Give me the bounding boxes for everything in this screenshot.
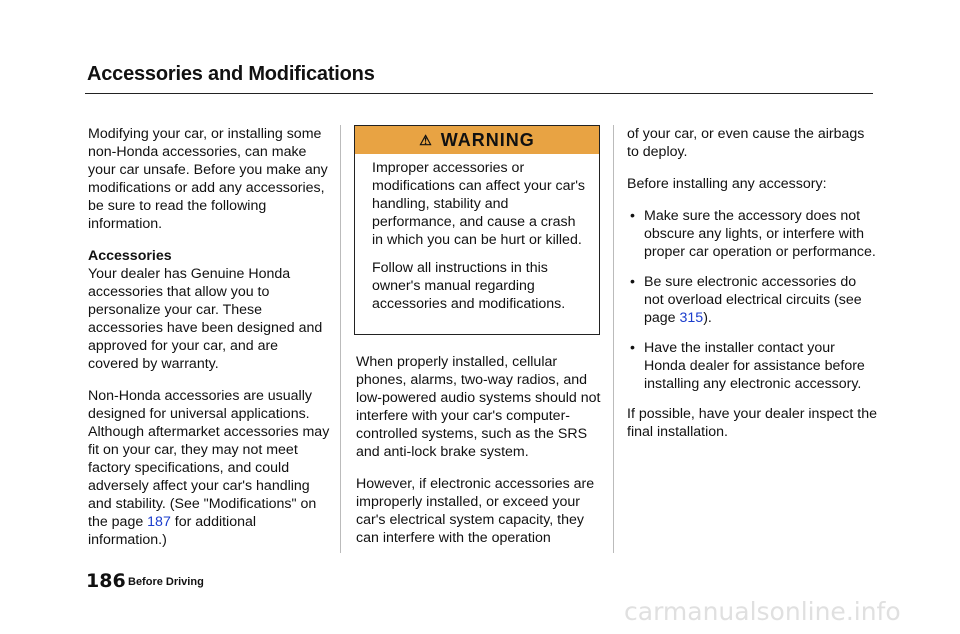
non-honda-text-a: Non-Honda accessories are usually designed for universal applications. Although aftermarket accessories may fit on your car, they may not meet factory specifications, and could adversely affect your car's handling and stability. (See "Modifications" on the page [88,388,330,530]
title-rule [85,93,873,94]
list-item [627,273,877,327]
middle-column [356,353,604,561]
accessories-heading: Accessories [88,248,172,264]
page-title: Accessories and Modifications [87,63,375,85]
genuine-accessories-paragraph: Your dealer has Genuine Honda accessories that allow you to personalize your car. These accessories have been designed and approved for your car, and are covered by warranty. [88,266,323,372]
list-item-text-b: ). [703,310,712,326]
final-inspection-paragraph: If possible, have your dealer inspect the final installation. [627,406,878,440]
non-honda-paragraph [88,387,331,549]
warning-triangle-icon: ⚠ [419,131,433,148]
non-honda-text-b: for additional information.) [88,514,257,548]
list-item: • Make sure the accessory does not obscure any lights, or interfere with proper car operation or performance. [627,207,877,261]
warning-label: WARNING [440,129,535,150]
list-item: • Have the installer contact your Honda dealer for assistance before installing any electronic accessory. [627,339,877,393]
column-divider-right [613,125,614,553]
warning-paragraph-1: Improper accessories or modifications can affect your car's handling, stability and performance, and cause a crash in which you can be hurt or killed. [372,160,585,248]
intro-paragraph: Modifying your car, or installing some non-Honda accessories, can make your car unsafe. Before you make any modifications or add any accessories, be sure to read the following information. [88,126,328,232]
before-installing-line: Before installing any accessory: [627,176,827,192]
section-label: Before Driving [128,576,204,588]
warning-paragraph-2: Follow all instructions in this owner's manual regarding accessories and modifications. [372,260,566,312]
continued-paragraph: of your car, or even cause the airbags to deploy. [627,126,865,160]
column-divider-left [340,125,341,553]
cellular-paragraph: When properly installed, cellular phones, alarms, two-way radios, and low-powered audio systems should not interfere with your car's computer-controlled systems, such as the SRS and anti-lock brake system. [356,354,601,460]
page-number: 186 [86,570,126,592]
page-187-link[interactable]: 187 [147,514,171,530]
list-item-text-a: Be sure electronic accessories do not overload electrical circuits (see page [644,274,862,326]
right-column [627,125,877,455]
watermark: carmanualsonline.info [624,597,901,626]
warning-header [355,126,599,154]
warning-box [354,125,600,335]
left-column [88,125,331,563]
electronic-accessories-paragraph: However, if electronic accessories are improperly installed, or exceed your car's electrical system capacity, they can interfere with the operation [356,476,595,546]
page-315-link[interactable]: 315 [679,310,704,326]
checklist [627,207,877,393]
warning-body [372,159,589,323]
